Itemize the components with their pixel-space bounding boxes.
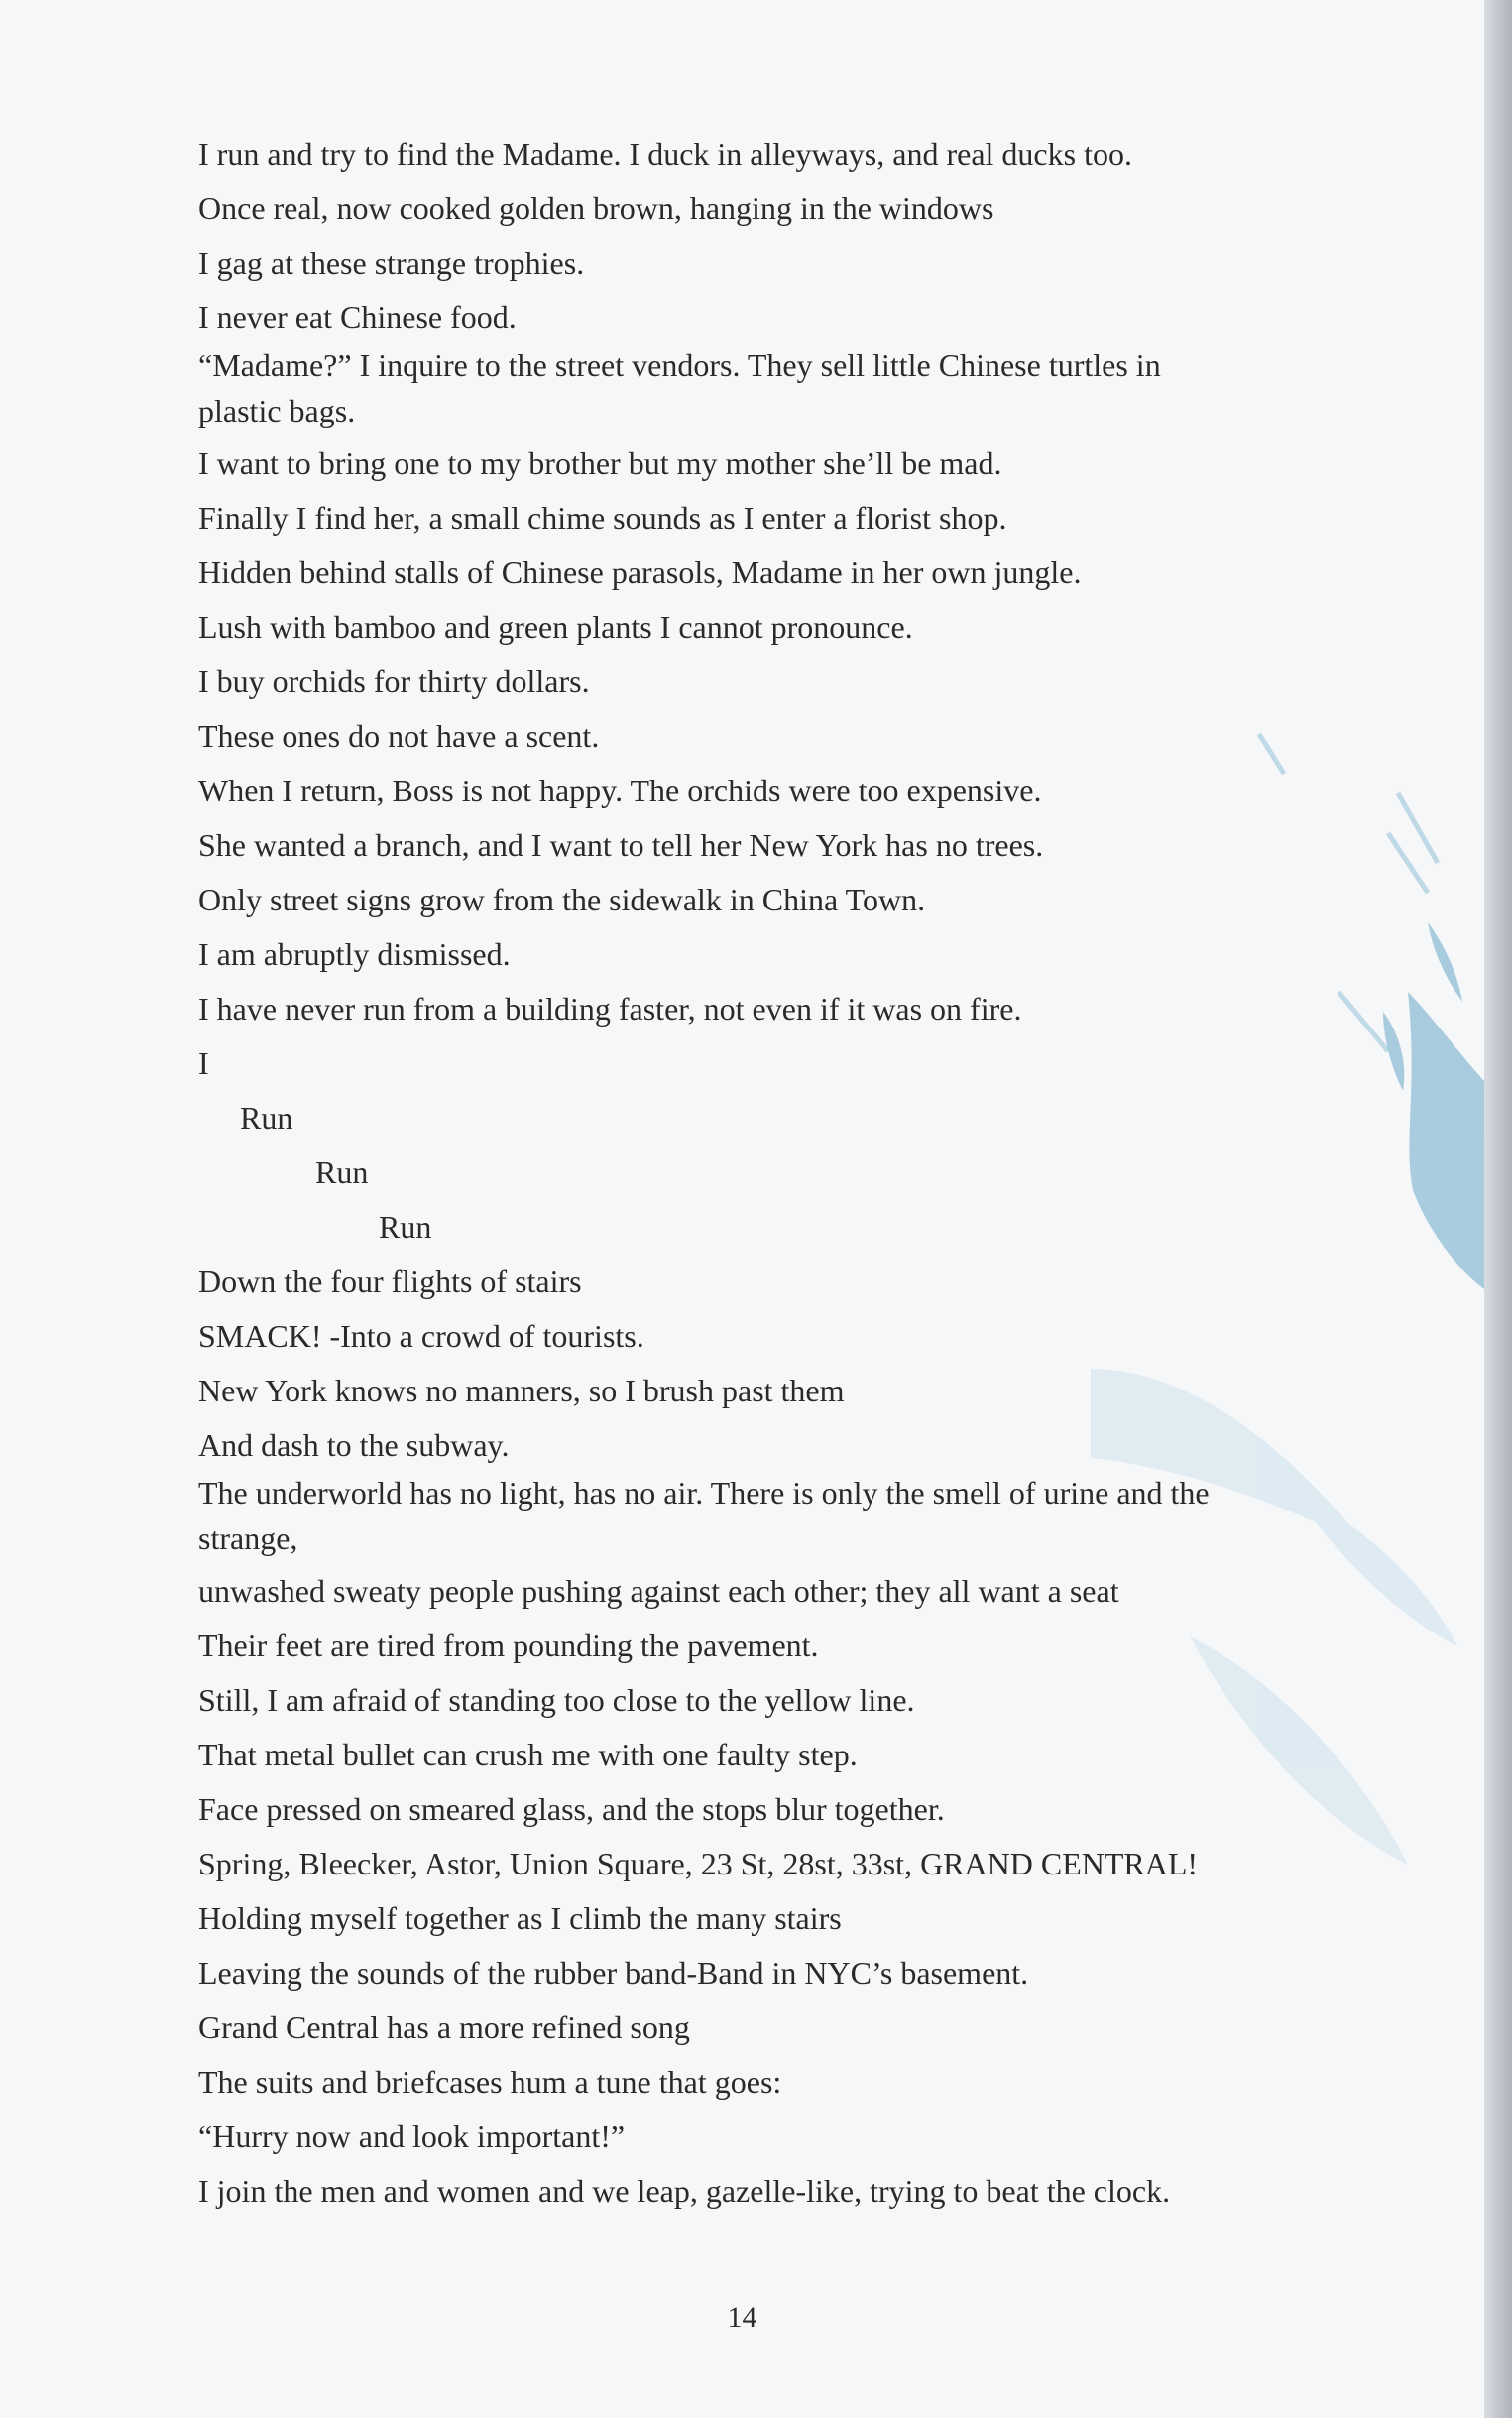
poem-line: Finally I find her, a small chime sounds as I enter a florist shop.	[198, 500, 1007, 536]
poem-line: These ones do not have a scent.	[198, 718, 600, 754]
poem-line: I buy orchids for thirty dollars.	[198, 664, 590, 699]
poem-line: “Madame?” I inquire to the street vendors. They sell little Chinese turtles in	[198, 347, 1161, 383]
poem-line: New York knows no manners, so I brush past them	[198, 1373, 845, 1408]
poem-line: That metal bullet can crush me with one faulty step.	[198, 1737, 858, 1772]
poem-line: Holding myself together as I climb the many stairs	[198, 1900, 842, 1936]
poem-line: I have never run from a building faster, not even if it was on fire.	[198, 991, 1022, 1027]
poem-line: The suits and briefcases hum a tune that goes:	[198, 2064, 782, 2100]
poem-line: And dash to the subway.	[198, 1427, 510, 1463]
poem-line: I join the men and women and we leap, gazelle-like, trying to beat the clock.	[198, 2173, 1171, 2209]
poem-line: The underworld has no light, has no air. There is only the smell of urine and the	[198, 1475, 1210, 1511]
poem-line: Hidden behind stalls of Chinese parasols, Madame in her own jungle.	[198, 554, 1082, 590]
poem-line: I gag at these strange trophies.	[198, 245, 585, 281]
page-number: 14	[727, 2301, 757, 2334]
poem-line: SMACK! -Into a crowd of tourists.	[198, 1318, 644, 1354]
poem-line: I want to bring one to my brother but my mother she’ll be mad.	[198, 445, 1002, 481]
poem-line: Run	[379, 1209, 432, 1245]
poem-line: I never eat Chinese food.	[198, 300, 517, 335]
poem-line: I	[198, 1045, 209, 1081]
poem-line: I run and try to find the Madame. I duck in alleyways, and real ducks too.	[198, 136, 1132, 172]
poem-line: Their feet are tired from pounding the pavement.	[198, 1628, 819, 1663]
poem-line: Spring, Bleecker, Astor, Union Square, 23 St, 28st, 33st, GRAND CENTRAL!	[198, 1846, 1199, 1881]
poem-line: Leaving the sounds of the rubber band-Band in NYC’s basement.	[198, 1955, 1029, 1991]
poem-line: Run	[315, 1154, 369, 1190]
poem-text	[198, 127, 1388, 2219]
poem-line: I am abruptly dismissed.	[198, 936, 511, 972]
poem-line: Face pressed on smeared glass, and the stops blur together.	[198, 1791, 945, 1827]
poem-line: Lush with bamboo and green plants I cannot pronounce.	[198, 609, 913, 645]
poem-line: Once real, now cooked golden brown, hanging in the windows	[198, 190, 994, 226]
poem-line: Grand Central has a more refined song	[198, 2009, 690, 2045]
page-edge	[1484, 0, 1512, 2418]
poem-line: Run	[240, 1100, 293, 1136]
poem-line: “Hurry now and look important!”	[198, 2118, 626, 2154]
poem-line: Still, I am afraid of standing too close to the yellow line.	[198, 1682, 915, 1718]
poem-line: unwashed sweaty people pushing against each other; they all want a seat	[198, 1573, 1119, 1609]
poem-line: plastic bags.	[198, 393, 356, 428]
poem-line: Only street signs grow from the sidewalk in China Town.	[198, 882, 926, 917]
poem-line: When I return, Boss is not happy. The orchids were too expensive.	[198, 773, 1042, 808]
poem-line: She wanted a branch, and I want to tell her New York has no trees.	[198, 827, 1044, 863]
poem-line: strange,	[198, 1520, 298, 1556]
poem-line: Down the four flights of stairs	[198, 1264, 582, 1299]
